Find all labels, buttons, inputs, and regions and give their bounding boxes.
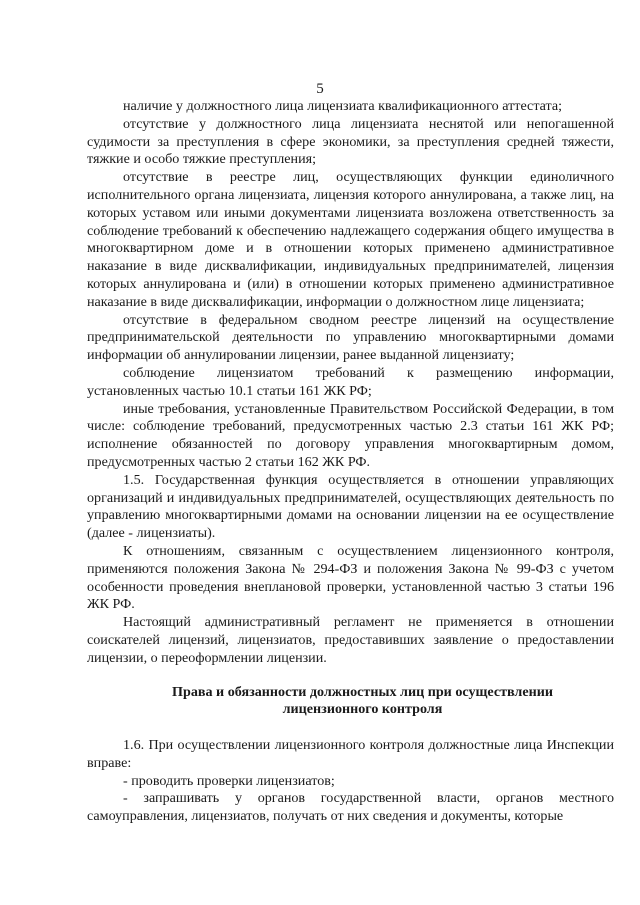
paragraph: 1.6. При осуществлении лицензионного контроля должностные лица Инспекции вправе:: [87, 737, 614, 771]
paragraph: соблюдение лицензиатом требований к размещению информации, установленных частью 10.1 статьи 161 ЖК РФ;: [87, 364, 614, 399]
paragraph: отсутствие в федеральном сводном реестре лицензий на осуществление предпринимательской деятельности по управлению многоквартирными домами информации об аннулировании лицензии, ранее выданной лицензиату;: [87, 311, 614, 364]
paragraph: 1.5. Государственная функция осуществляется в отношении управляющих организаций и индивидуальных предпринимателей, осуществляющих деятельность по управлению многоквартирными домами на основании лицензии на ее осуществление (далее - лицензиаты).: [87, 471, 614, 542]
paragraph: отсутствие у должностного лица лицензиата неснятой или непогашенной судимости за преступления в сфере экономики, за преступления средней тяжести, тяжкие и особо тяжкие преступления;: [87, 115, 614, 168]
list-item: - запрашивать у органов государственной власти, органов местного самоуправления, лицензиатов, получать от них сведения и документы, которые: [87, 790, 614, 825]
paragraph: К отношениям, связанным с осуществлением лицензионного контроля, применяются положения Закона № 294-ФЗ и положения Закона № 99-ФЗ с учетом особенности проведения внеплановой проверки, установленной частью 3 статьи 196 ЖК РФ.: [87, 542, 614, 613]
list-item: - проводить проверки лицензиатов;: [123, 772, 335, 789]
paragraph: отсутствие в реестре лиц, осуществляющих функции единоличного исполнительного органа лицензиата, лицензия которого аннулирована, а также лиц, на которых уставом или иными документами лицензиата возложена ответственность за соблюдение требований к обеспечению надлежащего содержания общего имущества в многоквартирном доме и в отношении которых применено административное наказание в виде дисквалификации, индивидуальных предпринимателей, лицензия которых аннулирована и (или) в отношении которых применено административное наказание в виде дисквалификации, информации о должностном лице лицензиата;: [87, 169, 614, 310]
paragraph: иные требования, установленные Правительством Российской Федерации, в том числе: соблюдение требований, предусмотренных частью 2.3 статьи 161 ЖК РФ; исполнение обязанностей по договору управления многоквартирным домом, предусмотренных частью 2 статьи 162 ЖК РФ.: [87, 400, 614, 470]
document-body: [87, 98, 614, 826]
page-number: 5: [316, 81, 324, 97]
section-heading-line: лицензионного контроля: [282, 701, 443, 718]
paragraph: наличие у должностного лица лицензиата квалификационного аттестата;: [123, 98, 563, 114]
section-heading-line: Права и обязанности должностных лиц при осуществлении: [172, 683, 553, 700]
paragraph: Настоящий административный регламент не применяется в отношении соискателей лицензий, лицензиатов, предоставивших заявление о предоставлении лицензии, о переоформлении лицензии.: [87, 614, 614, 666]
section-heading: [87, 684, 614, 720]
